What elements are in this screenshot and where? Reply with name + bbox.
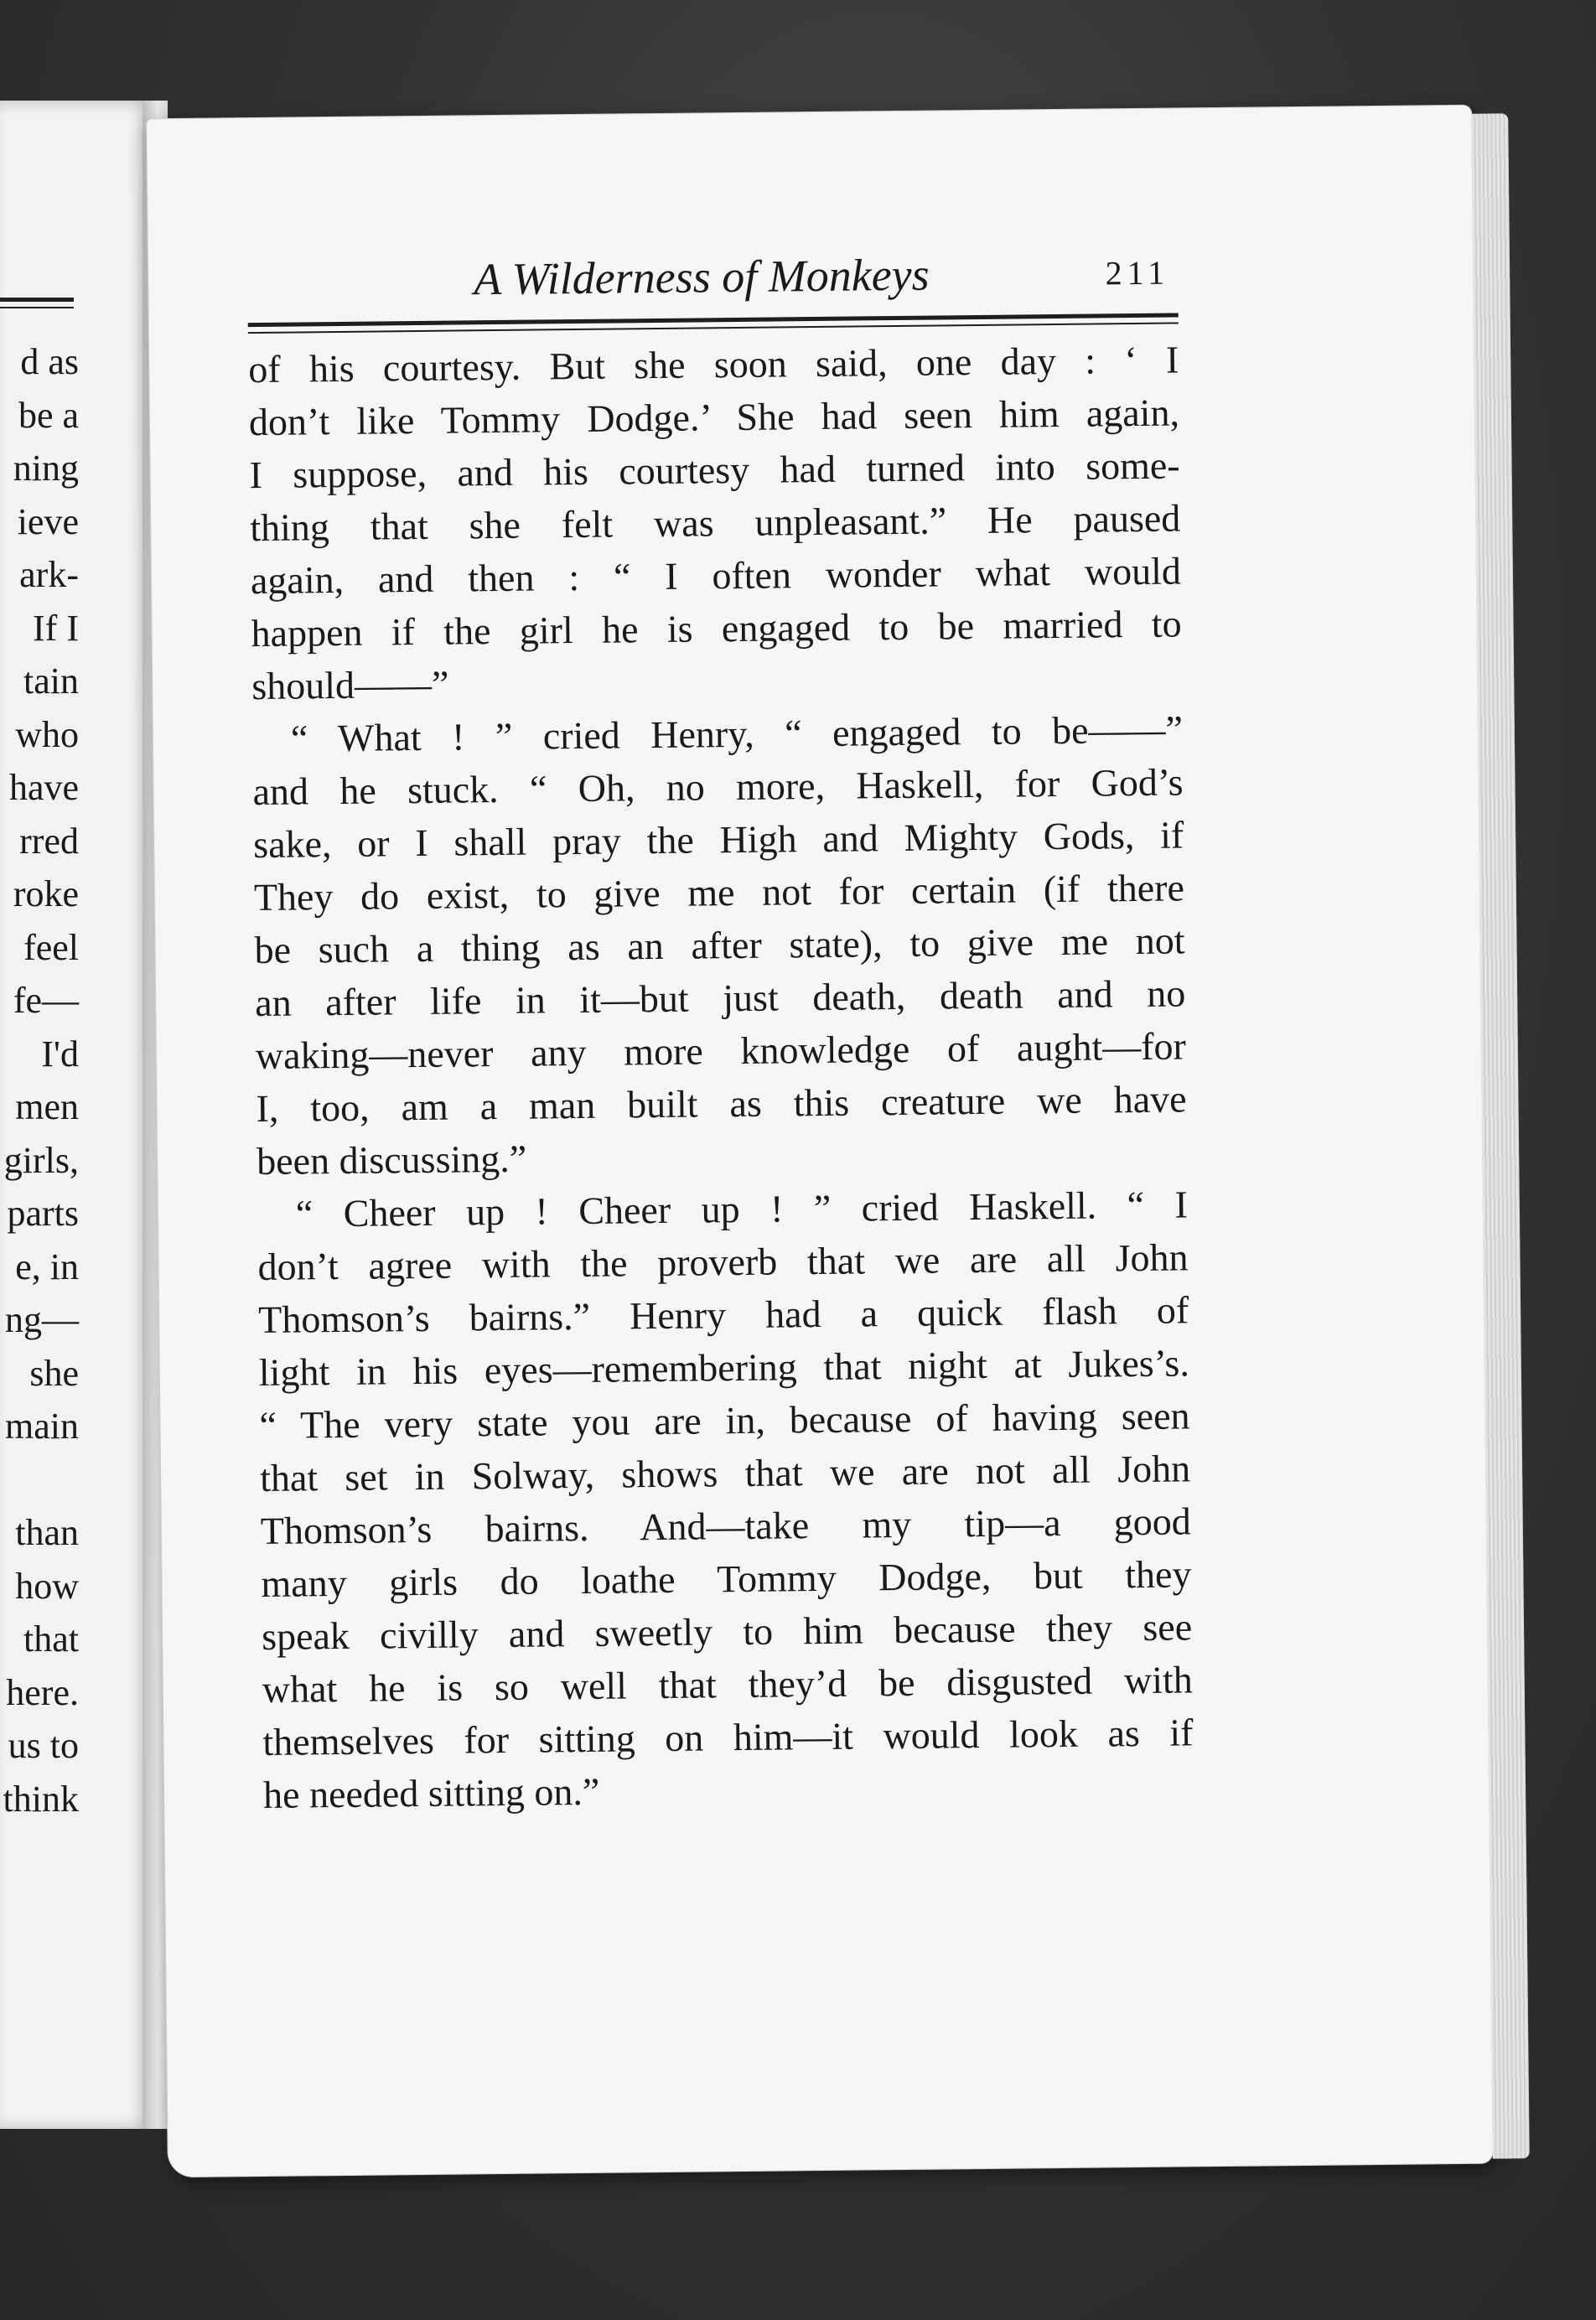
running-title: A Wilderness of Monkeys <box>473 249 930 305</box>
previous-page-line: girls, <box>3 1139 79 1181</box>
text-line: “ Cheer up ! Cheer up ! ” cried Haskell. “ I <box>295 1183 1189 1235</box>
previous-page-line: ng— <box>5 1299 79 1340</box>
text-line: They do exist, to give me not for certain (if there <box>253 866 1185 919</box>
previous-page-line: d as <box>20 341 79 382</box>
text-line: don’t agree with the proverb that we are all John <box>257 1235 1189 1289</box>
text-line: an after life in it—but just death, death and no <box>254 971 1186 1025</box>
previous-page-text-fragments <box>0 335 79 1825</box>
text-line: again, and then : “ I often wonder what would <box>250 549 1182 603</box>
text-line: speak civilly and sweetly to him because they see <box>261 1605 1193 1659</box>
text-line: and he stuck. “ Oh, no more, Haskell, for God’s <box>252 760 1184 814</box>
previous-page-line: e, in <box>15 1245 79 1287</box>
previous-page-line: that <box>23 1618 79 1660</box>
paragraph <box>257 1178 1194 1821</box>
text-line: of his courtesy. But she soon said, one day : ‘ I <box>248 338 1179 391</box>
text-line: “ The very state you are in, because of having seen <box>259 1394 1190 1447</box>
previous-page-line: men <box>15 1086 79 1127</box>
previous-page-line: ark- <box>19 554 79 595</box>
text-line: Thomson’s bairns.” Henry had a quick flash of <box>257 1288 1189 1342</box>
previous-page-line: here. <box>6 1671 79 1713</box>
text-line: light in his eyes—remembering that night at Jukes’s. <box>258 1341 1190 1395</box>
previous-page-line: than <box>15 1512 79 1553</box>
text-line: I suppose, and his courtesy had turned into some- <box>249 443 1180 497</box>
previous-page-line <box>0 1453 79 1507</box>
previous-page-edge <box>0 101 151 2129</box>
paragraph <box>248 333 1183 712</box>
text-line: waking—never any more knowledge of aught—for <box>255 1024 1187 1078</box>
previous-page-line: how <box>15 1565 79 1607</box>
text-line: he needed sitting on.” <box>262 1769 600 1816</box>
previous-page-line: feel <box>23 926 79 968</box>
previous-page-line: be a <box>18 394 79 436</box>
previous-page-line: fe— <box>13 980 79 1021</box>
text-line: been discussing.” <box>256 1137 527 1183</box>
text-line: many girls do loathe Tommy Dodge, but they <box>261 1552 1192 1606</box>
previous-page-line: parts <box>7 1193 79 1234</box>
previous-page-line: ning <box>13 448 79 489</box>
body-text <box>248 333 1194 1821</box>
text-line: that set in Solway, shows that we are not all John <box>259 1447 1191 1500</box>
text-line: happen if the girl he is engaged to be married to <box>251 602 1182 655</box>
previous-page-line: who <box>15 713 79 755</box>
text-line: thing that she felt was unpleasant.” He paused <box>250 496 1181 550</box>
text-line: should——” <box>251 662 449 708</box>
previous-page-line: she <box>29 1352 79 1394</box>
book-page <box>147 106 1493 2177</box>
previous-page-line: I'd <box>41 1033 79 1075</box>
previous-page-line: rred <box>19 820 79 862</box>
text-line: don’t like Tommy Dodge.’ She had seen him again, <box>248 391 1180 444</box>
previous-page-header-rule-thin <box>0 307 74 308</box>
previous-page-line: us to <box>8 1725 79 1766</box>
text-line: themselves for sitting on him—it would look as if <box>262 1711 1194 1763</box>
running-header <box>247 246 1174 315</box>
text-line: what he is so well that they’d be disgusted with <box>262 1658 1194 1712</box>
previous-page-line: main <box>5 1406 79 1447</box>
previous-page-header-rule <box>0 298 74 302</box>
previous-page-line: If I <box>33 607 79 649</box>
paragraph <box>252 702 1188 1188</box>
text-line: I, too, am a man built as this creature we have <box>256 1077 1187 1131</box>
text-line: “ What ! ” cried Henry, “ engaged to be——” <box>290 707 1184 760</box>
previous-page-line: roke <box>13 873 79 914</box>
previous-page-line: ieve <box>17 500 79 542</box>
page-number: 211 <box>1105 253 1170 293</box>
text-line: sake, or I shall pray the High and Mighty Gods, if <box>252 813 1184 867</box>
previous-page-line: think <box>3 1778 79 1820</box>
previous-page-line: tain <box>23 660 79 702</box>
text-line: Thomson’s bairns. And—take my tip—a good <box>260 1499 1192 1553</box>
text-line: be such a thing as an after state), to give me not <box>254 919 1185 972</box>
previous-page-line: have <box>8 767 79 808</box>
